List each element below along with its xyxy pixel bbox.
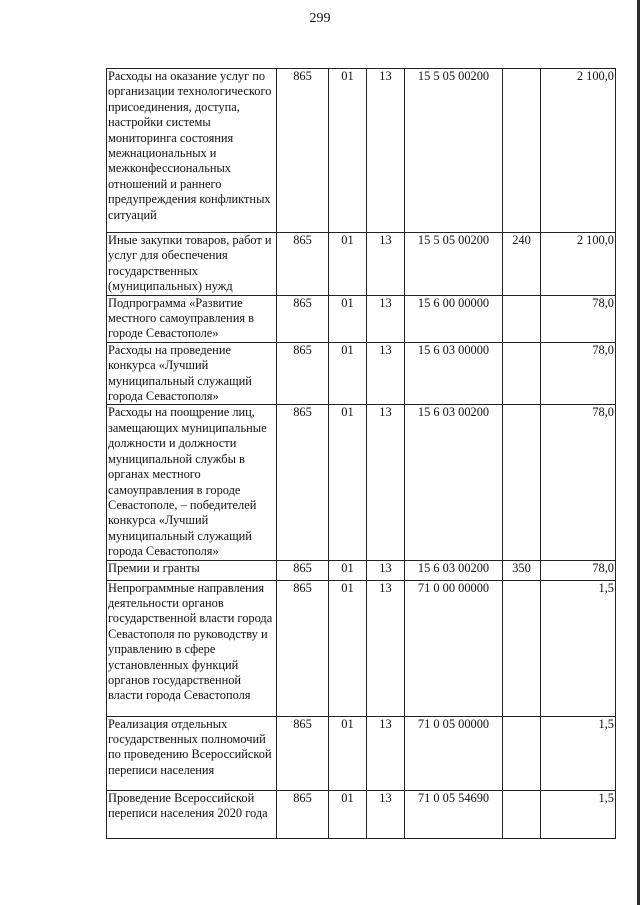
target-article-cell: 71 0 05 54690: [405, 790, 503, 838]
department-code-cell: 865: [277, 69, 329, 233]
target-article-cell: 15 6 03 00000: [405, 342, 503, 405]
department-code-cell: 865: [277, 580, 329, 716]
amount-cell: 78,0: [541, 405, 616, 560]
department-code-cell: 865: [277, 790, 329, 838]
department-code-cell: 865: [277, 295, 329, 342]
department-code-cell: 865: [277, 405, 329, 560]
department-code-cell: 865: [277, 342, 329, 405]
table-row: [107, 790, 616, 838]
target-article-cell: 15 6 03 00200: [405, 405, 503, 560]
target-article-cell: 15 5 05 00200: [405, 233, 503, 296]
target-article-cell: 15 6 00 00000: [405, 295, 503, 342]
subsection-code-cell: 13: [367, 716, 405, 790]
row-name-cell: Реализация отдельных государственных полномочий по проведению Всероссийской переписи населения: [107, 716, 277, 790]
table-row: [107, 716, 616, 790]
table-row: [107, 342, 616, 405]
expense-type-cell: [503, 716, 541, 790]
amount-cell: 78,0: [541, 295, 616, 342]
row-name-cell: Расходы на проведение конкурса «Лучший муниципальный служащий города Севастополя»: [107, 342, 277, 405]
section-code-cell: 01: [329, 580, 367, 716]
target-article-cell: 71 0 05 00000: [405, 716, 503, 790]
subsection-code-cell: 13: [367, 233, 405, 296]
section-code-cell: 01: [329, 295, 367, 342]
expense-type-cell: 240: [503, 233, 541, 296]
expense-type-cell: [503, 69, 541, 233]
table-row: [107, 233, 616, 296]
table-row: [107, 405, 616, 560]
section-code-cell: 01: [329, 716, 367, 790]
amount-cell: 78,0: [541, 342, 616, 405]
amount-cell: 1,5: [541, 580, 616, 716]
expense-type-cell: [503, 295, 541, 342]
expense-type-cell: 350: [503, 560, 541, 580]
expense-type-cell: [503, 580, 541, 716]
expense-type-cell: [503, 790, 541, 838]
row-name-cell: Иные закупки товаров, работ и услуг для обеспечения государственных (муниципальных) нужд: [107, 233, 277, 296]
row-name-cell: Подпрограмма «Развитие местного самоуправления в городе Севастополе»: [107, 295, 277, 342]
department-code-cell: 865: [277, 560, 329, 580]
department-code-cell: 865: [277, 716, 329, 790]
subsection-code-cell: 13: [367, 790, 405, 838]
subsection-code-cell: 13: [367, 69, 405, 233]
table-row: [107, 295, 616, 342]
row-name-cell: Расходы на поощрение лиц, замещающих муниципальные должности и должности муниципальной службы в органах местного самоуправления в городе Севастополе, – победителей конкурса «Лучший муниципальный служащий города Севастополя»: [107, 405, 277, 560]
subsection-code-cell: 13: [367, 405, 405, 560]
target-article-cell: 71 0 00 00000: [405, 580, 503, 716]
department-code-cell: 865: [277, 233, 329, 296]
section-code-cell: 01: [329, 342, 367, 405]
page-number: 299: [309, 11, 331, 26]
amount-cell: 1,5: [541, 790, 616, 838]
expense-type-cell: [503, 405, 541, 560]
subsection-code-cell: 13: [367, 560, 405, 580]
table-row: [107, 560, 616, 580]
row-name-cell: Премии и гранты: [107, 560, 277, 580]
subsection-code-cell: 13: [367, 580, 405, 716]
amount-cell: 1,5: [541, 716, 616, 790]
target-article-cell: 15 5 05 00200: [405, 69, 503, 233]
section-code-cell: 01: [329, 405, 367, 560]
subsection-code-cell: 13: [367, 342, 405, 405]
row-name-cell: Проведение Всероссийской переписи населения 2020 года: [107, 790, 277, 838]
table-row: [107, 69, 616, 233]
amount-cell: 78,0: [541, 560, 616, 580]
section-code-cell: 01: [329, 790, 367, 838]
table-row: [107, 580, 616, 716]
amount-cell: 2 100,0: [541, 69, 616, 233]
section-code-cell: 01: [329, 69, 367, 233]
section-code-cell: 01: [329, 560, 367, 580]
target-article-cell: 15 6 03 00200: [405, 560, 503, 580]
budget-table: [106, 68, 616, 839]
row-name-cell: Расходы на оказание услуг по организации технологического присоединения, доступа, настройки системы мониторинга состояния межнациональных и межконфессиональных отношений и раннего предупреждения конфликтных ситуаций: [107, 69, 277, 233]
section-code-cell: 01: [329, 233, 367, 296]
expense-type-cell: [503, 342, 541, 405]
row-name-cell: Непрограммные направления деятельности органов государственной власти города Севастополя по руководству и управлению в сфере установленных функций органов государственной власти города Севастополя: [107, 580, 277, 716]
subsection-code-cell: 13: [367, 295, 405, 342]
amount-cell: 2 100,0: [541, 233, 616, 296]
